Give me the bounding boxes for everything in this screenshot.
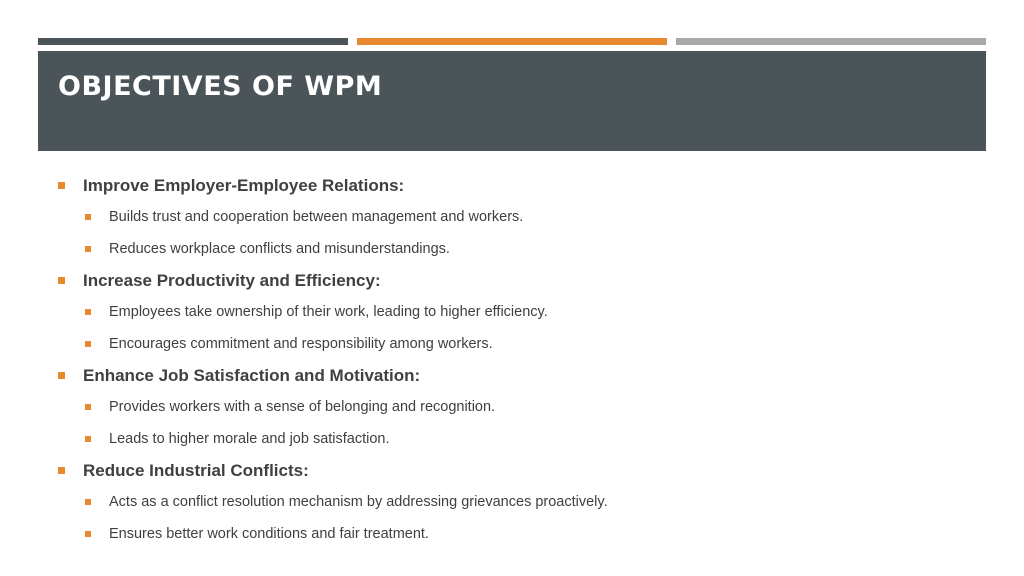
list-item-heading — [56, 455, 956, 486]
list-item — [56, 201, 956, 233]
list-item — [56, 233, 956, 265]
section-heading: Improve Employer-Employee Relations: — [83, 175, 405, 195]
section-heading: Reduce Industrial Conflicts: — [83, 460, 309, 480]
list-item — [56, 391, 956, 423]
title-band — [38, 51, 986, 151]
square-bullet-icon — [85, 531, 91, 537]
list-item — [56, 518, 956, 550]
square-bullet-icon — [58, 372, 65, 379]
list-item-text: Leads to higher morale and job satisfaction. — [109, 431, 390, 447]
list-item-text: Acts as a conflict resolution mechanism by addressing grievances proactively. — [109, 494, 608, 510]
accent-bar-dark — [38, 38, 348, 45]
accent-bar-orange — [357, 38, 667, 45]
list-item — [56, 486, 956, 518]
square-bullet-icon — [85, 499, 91, 505]
list-item-text: Provides workers with a sense of belonging and recognition. — [109, 399, 496, 415]
square-bullet-icon — [85, 436, 91, 442]
list-item-heading — [56, 360, 956, 391]
list-item — [56, 328, 956, 360]
bullet-list — [56, 170, 956, 550]
list-item-text: Encourages commitment and responsibility among workers. — [109, 336, 493, 352]
list-item-text: Builds trust and cooperation between management and workers. — [109, 209, 524, 225]
section-heading: Increase Productivity and Efficiency: — [83, 270, 381, 290]
square-bullet-icon — [85, 309, 91, 315]
section-heading: Enhance Job Satisfaction and Motivation: — [83, 365, 421, 385]
slide-title: OBJECTIVES OF WPM — [58, 71, 383, 102]
square-bullet-icon — [58, 182, 65, 189]
section-employer-employee-relations — [56, 170, 956, 265]
list-item — [56, 423, 956, 455]
list-item-text: Ensures better work conditions and fair treatment. — [109, 526, 429, 542]
square-bullet-icon — [85, 246, 91, 252]
square-bullet-icon — [58, 467, 65, 474]
list-item — [56, 296, 956, 328]
list-item-text: Reduces workplace conflicts and misunderstandings. — [109, 241, 450, 257]
section-job-satisfaction — [56, 360, 956, 455]
list-item-heading — [56, 265, 956, 296]
accent-bar-light — [676, 38, 986, 45]
list-item-text: Employees take ownership of their work, leading to higher efficiency. — [109, 304, 548, 320]
square-bullet-icon — [85, 404, 91, 410]
square-bullet-icon — [85, 341, 91, 347]
section-productivity-efficiency — [56, 265, 956, 360]
square-bullet-icon — [85, 214, 91, 220]
list-item-heading — [56, 170, 956, 201]
square-bullet-icon — [58, 277, 65, 284]
section-industrial-conflicts — [56, 455, 956, 550]
